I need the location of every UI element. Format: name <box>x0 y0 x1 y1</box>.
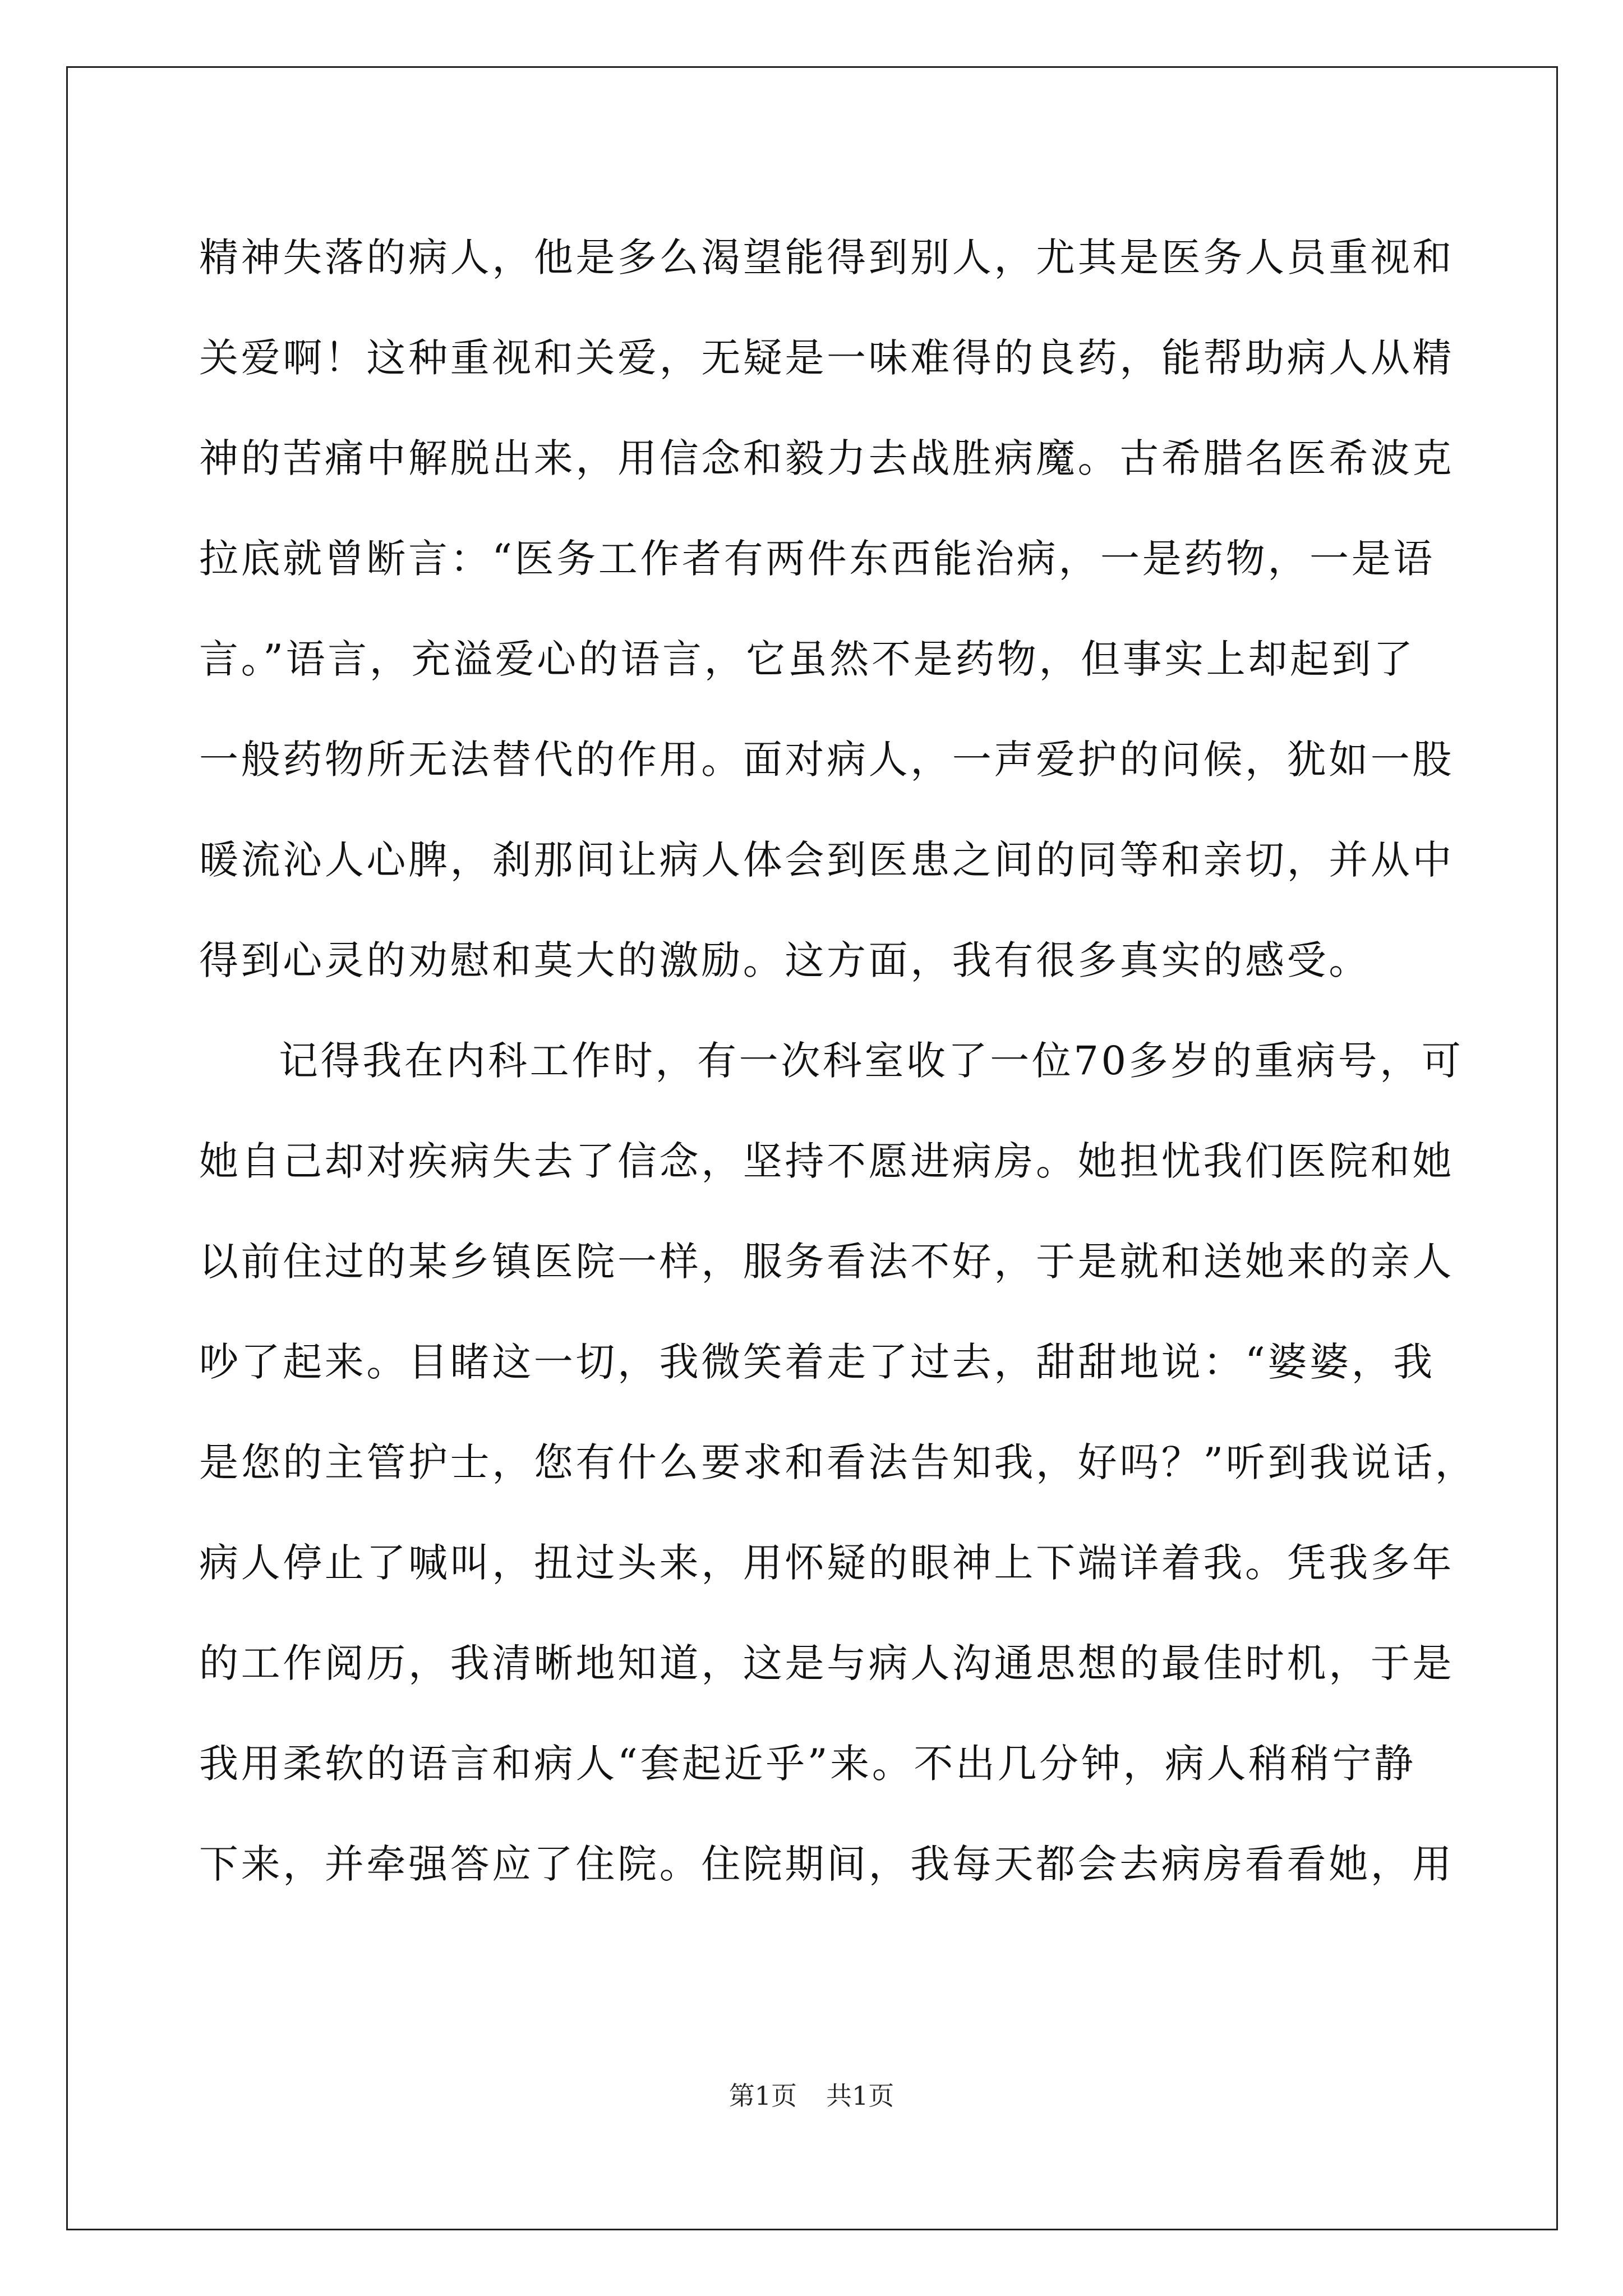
text-line: 她自己却对疾病失去了信念，坚持不愿进病房。她担忧我们医院和她 <box>199 1138 1454 1184</box>
text-line: 精神失落的病人，他是多么渴望能得到别人，尤其是医务人员重视和 <box>199 234 1454 280</box>
document-body <box>199 208 1477 1915</box>
text-line: 下来，并牵强答应了住院。住院期间，我每天都会去病房看看她，用 <box>199 1841 1454 1887</box>
page-number: 第1页 <box>728 2081 797 2111</box>
paragraph-start-line: 记得我在内科工作时，有一次科室收了一位70多岁的重病号，可 <box>279 1038 1464 1084</box>
text-line: 病人停止了喊叫，扭过头来，用怀疑的眼神上下端详着我。凭我多年 <box>199 1540 1454 1586</box>
text-line: 得到心灵的劝慰和莫大的激励。这方面，我有很多真实的感受。 <box>199 937 1371 983</box>
text-line: 一般药物所无法替代的作用。面对病人，一声爱护的问候，犹如一股 <box>199 737 1454 783</box>
text-line: 神的苦痛中解脱出来，用信念和毅力去战胜病魔。古希腊名医希波克 <box>199 435 1454 481</box>
text-line: 的工作阅历，我清晰地知道，这是与病人沟通思想的最佳时机，于是 <box>199 1640 1454 1686</box>
text-line: 我用柔软的语言和病人“套起近乎”来。不出几分钟，病人稍稍宁静 <box>199 1741 1416 1787</box>
text-line: 吵了起来。目睹这一切，我微笑着走了过去，甜甜地说：“婆婆，我 <box>199 1339 1435 1385</box>
text-line: 拉底就曾断言：“医务工作者有两件东西能治病，一是药物，一是语 <box>199 536 1435 582</box>
text-line: 言。”语言，充溢爱心的语言，它虽然不是药物，但事实上却起到了 <box>199 636 1415 682</box>
page-footer <box>0 2079 1623 2113</box>
text-line: 暖流沁人心脾，刹那间让病人体会到医患之间的同等和亲切，并从中 <box>199 837 1454 883</box>
page-total: 共1页 <box>826 2081 895 2111</box>
text-line: 是您的主管护士，您有什么要求和看法告知我，好吗？”听到我说话， <box>199 1439 1477 1485</box>
text-line: 以前住过的某乡镇医院一样，服务看法不好，于是就和送她来的亲人 <box>199 1239 1454 1285</box>
text-line: 关爱啊！这种重视和关爱，无疑是一味难得的良药，能帮助病人从精 <box>199 335 1454 381</box>
